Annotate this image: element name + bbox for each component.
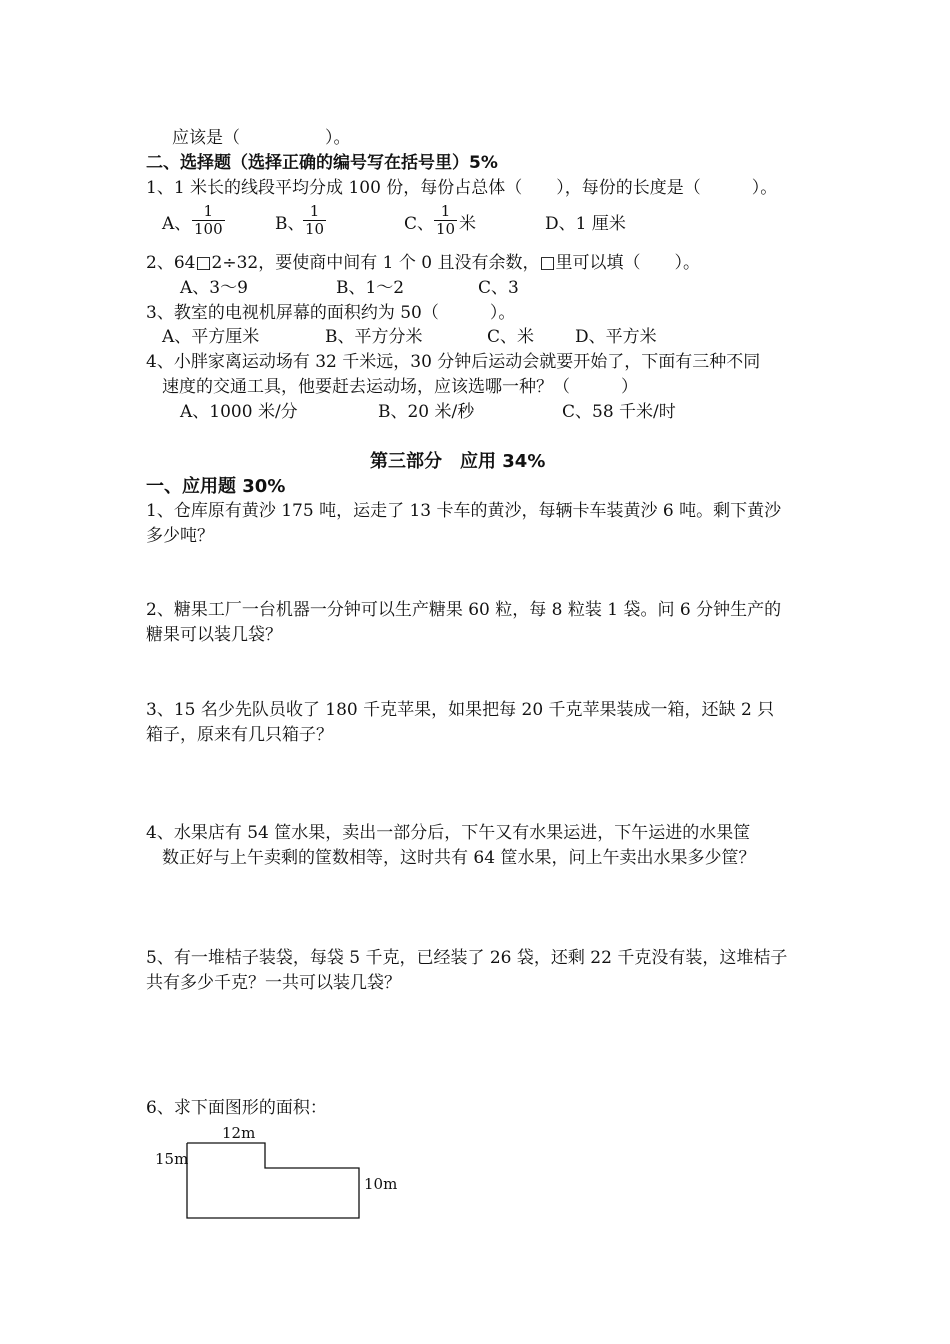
problem-6-text: 6、求下面图形的面积：	[146, 1098, 327, 1118]
choice-section-heading: 二、选择题（选择正确的编号写在括号里）5%	[146, 153, 498, 173]
answer-line: 应该是（ ）。	[172, 128, 351, 148]
q4-option-b: B、20 米/秒	[378, 402, 475, 422]
q1-c-numerator: 1	[440, 202, 451, 220]
q3-option-c: C、米	[487, 327, 535, 347]
q1-option-d: D、1 厘米	[545, 214, 626, 234]
q3-option-b: B、平方分米	[325, 327, 423, 347]
q1-a-numerator: 1	[203, 202, 214, 220]
choice-q2-text: 2、64□2÷32，要使商中间有 1 个 0 且没有余数，□里可以填（ ）。	[146, 253, 701, 273]
q1-option-b-label: B、	[275, 214, 305, 234]
q1-option-c-fraction	[434, 203, 457, 238]
q4-option-c: C、58 千米/时	[562, 402, 676, 422]
q1-b-denominator: 10	[305, 220, 325, 238]
part-three-title: 第三部分 应用 34%	[370, 451, 546, 472]
choice-q4-text-2: 速度的交通工具，他要赶去运动场，应该选哪一种？（ ）	[162, 377, 638, 397]
q2-option-c: C、3	[478, 278, 519, 298]
q1-option-c-label: C、	[404, 214, 435, 234]
choice-q4-text-1: 4、小胖家离运动场有 32 千米远，30 分钟后运动会就要开始了，下面有三种不同	[146, 352, 761, 372]
q1-b-numerator: 1	[309, 202, 320, 220]
q1-option-a-fraction	[192, 203, 225, 238]
q1-option-a-label: A、	[162, 214, 192, 234]
l-shape-figure	[150, 1120, 410, 1230]
q2-option-a: A、3～9	[180, 278, 248, 298]
q1-c-denominator: 10	[436, 220, 456, 238]
left-dimension-label: 15m	[155, 1150, 189, 1168]
problem-2-line-1: 2、糖果工厂一台机器一分钟可以生产糖果 60 粒，每 8 粒装 1 袋。问 6 分钟生产的	[146, 600, 782, 620]
problem-4-line-2: 数正好与上午卖剩的筐数相等，这时共有 64 筐水果，问上午卖出水果多少筐？	[162, 848, 756, 868]
problem-1-line-2: 多少吨？	[146, 526, 214, 546]
q2-option-b: B、1～2	[336, 278, 405, 298]
q1-a-denominator: 100	[194, 220, 223, 238]
problem-1-line-1: 1、仓库原有黄沙 175 吨，运走了 13 卡车的黄沙，每辆卡车装黄沙 6 吨。剩下黄沙	[146, 501, 782, 521]
right-dimension-label: 10m	[364, 1175, 398, 1193]
choice-q3-text: 3、教室的电视机屏幕的面积约为 50（ ）。	[146, 303, 516, 323]
problem-5-line-2: 共有多少千克？一共可以装几袋？	[146, 973, 401, 993]
application-heading: 一、应用题 30%	[146, 476, 286, 497]
problem-3-line-1: 3、15 名少先队员收了 180 千克苹果，如果把每 20 千克苹果装成一箱，还缺 2 只	[146, 700, 775, 720]
l-shape-outline	[187, 1143, 359, 1218]
problem-2-line-2: 糖果可以装几袋？	[146, 625, 282, 645]
q3-option-d: D、平方米	[575, 327, 657, 347]
problem-3-line-2: 箱子，原来有几只箱子？	[146, 725, 333, 745]
q3-option-a: A、平方厘米	[162, 327, 260, 347]
choice-q1-text: 1、1 米长的线段平均分成 100 份，每份占总体（ ），每份的长度是（ ）。	[146, 178, 778, 198]
q1-option-b-fraction	[303, 203, 326, 238]
problem-5-line-1: 5、有一堆桔子装袋，每袋 5 千克，已经装了 26 袋，还剩 22 千克没有装，这堆桔子	[146, 948, 788, 968]
problem-4-line-1: 4、水果店有 54 筐水果，卖出一部分后，下午又有水果运进，下午运进的水果筐	[146, 823, 751, 843]
q1-option-c-unit: 米	[459, 214, 476, 234]
q4-option-a: A、1000 米/分	[180, 402, 298, 422]
top-dimension-label: 12m	[222, 1124, 256, 1142]
